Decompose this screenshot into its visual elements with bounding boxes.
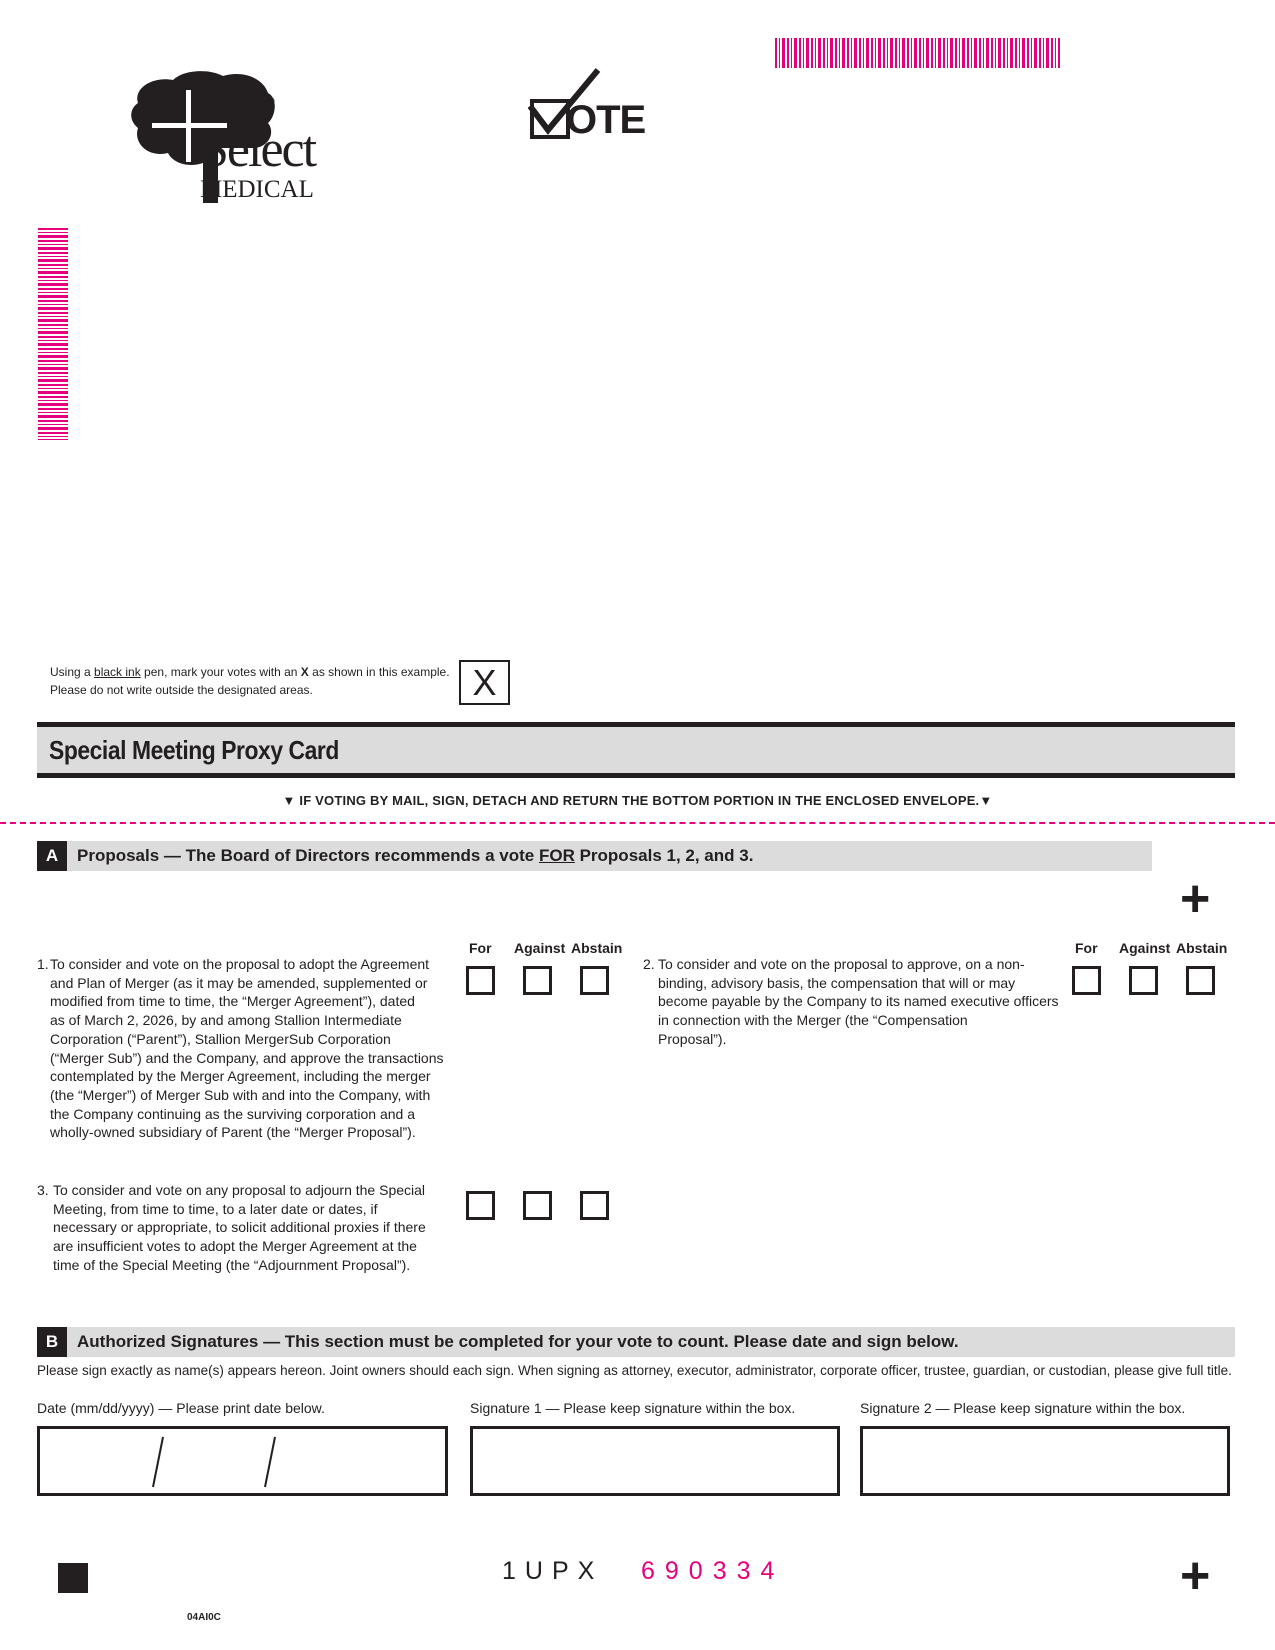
proposal-line: and Plan of Merger (as it may be amended, supplemented or <box>50 974 428 991</box>
proposal-line: To consider and vote on the proposal to approve, on a non- <box>658 956 1025 972</box>
proposal-text <box>50 955 457 1142</box>
section-a-title-prefix: Proposals — The Board of Directors recommends a vote <box>77 846 539 865</box>
detach-text: IF VOTING BY MAIL, SIGN, DETACH AND RETURN THE BOTTOM PORTION IN THE ENCLOSED ENVELOPE. <box>299 793 980 808</box>
proposal-text <box>53 1181 457 1275</box>
instruction-x: X <box>300 665 309 679</box>
detach-instruction <box>0 793 1275 808</box>
proposal-3-abstain-checkbox[interactable] <box>580 1191 609 1220</box>
proposal-number: 3. <box>37 1182 49 1198</box>
select-medical-logo <box>128 68 358 208</box>
proposal-line: To consider and vote on the proposal to adopt the Agreement <box>50 956 430 972</box>
down-triangle-icon: ▼ <box>979 793 993 808</box>
proposal-line: Meeting, from time to time, to a later date or dates, if <box>53 1200 378 1217</box>
proposal-text <box>658 955 1063 1049</box>
date-separators <box>40 1429 445 1493</box>
side-barcode <box>38 228 68 440</box>
column-abstain: Abstain <box>1176 940 1228 956</box>
proposal-2-against-checkbox[interactable] <box>1129 966 1158 995</box>
section-a-title-suffix: Proposals 1, 2, and 3. <box>574 846 754 865</box>
signature-1-field[interactable] <box>470 1426 840 1496</box>
proposal-2 <box>643 955 1063 1049</box>
registration-plus-icon: + <box>1180 870 1211 928</box>
signature-1-label: Signature 1 — Please keep signature within the box. <box>470 1400 796 1416</box>
proposal-3-for-checkbox[interactable] <box>466 1191 495 1220</box>
instruction-line-1 <box>50 663 450 681</box>
instruction-line-2: Please do not write outside the designated areas. <box>50 683 313 697</box>
section-a-header <box>37 841 1152 871</box>
proposal-1 <box>37 955 457 1142</box>
proposal-3-against-checkbox[interactable] <box>523 1191 552 1220</box>
signature-2-label: Signature 2 — Please keep signature within the box. <box>860 1400 1186 1416</box>
form-code: 04AI0C <box>187 1612 221 1623</box>
column-for: For <box>1075 940 1098 956</box>
signature-instructions: Please sign exactly as name(s) appears hereon. Joint owners should each sign. When signing as attorney, executor, administrator, corporate officer, trustee, guardian, or custodian, please give full title. <box>37 1363 1232 1378</box>
proposal-number: 1. <box>37 956 49 972</box>
instruction-prefix: Using a <box>50 665 95 679</box>
date-label: Date (mm/dd/yyyy) — Please print date below. <box>37 1400 325 1416</box>
proposal-2-abstain-checkbox[interactable] <box>1186 966 1215 995</box>
proposal-line: Proposal”). <box>658 1030 727 1047</box>
proposal-line: (“Merger Sub”) and the Company, and approve the transactions <box>50 1049 444 1066</box>
section-b-title: Authorized Signatures — This section must be completed for your vote to count. Please date and sign below. <box>77 1332 959 1351</box>
proposal-line: become payable by the Company to its named executive officers <box>658 993 1059 1010</box>
proposal-line: are insufficient votes to adopt the Merger Agreement at the <box>53 1238 417 1255</box>
registration-square <box>58 1563 88 1593</box>
proposal-line: Corporation (“Parent”), Stallion MergerSub Corporation <box>50 1030 391 1047</box>
proposal-line: modified from time to time, the “Merger Agreement”), dated <box>50 993 415 1010</box>
proposal-line: time of the Special Meeting (the “Adjournment Proposal”). <box>53 1256 411 1273</box>
instruction-suffix: as shown in this example. <box>308 665 450 679</box>
logo-wordmark: Select <box>200 121 316 178</box>
logo-subtitle: MEDICAL <box>200 176 314 203</box>
column-abstain: Abstain <box>571 940 623 956</box>
registered-mark: ® <box>268 96 275 106</box>
proposal-1-abstain-checkbox[interactable] <box>580 966 609 995</box>
proposal-line: the Company continuing as the surviving corporation and a <box>50 1105 415 1122</box>
proposal-2-for-checkbox[interactable] <box>1072 966 1101 995</box>
signature-2-field[interactable] <box>860 1426 1230 1496</box>
section-a-letter: A <box>37 841 67 871</box>
section-b-letter: B <box>37 1327 67 1357</box>
proposal-line: contemplated by the Merger Agreement, including the merger <box>50 1068 431 1085</box>
proposal-line: (the “Merger”) of Merger Sub with and into the Company, with <box>50 1086 431 1103</box>
column-for: For <box>469 940 492 956</box>
section-a-title-for: FOR <box>538 846 575 865</box>
card-header <box>37 722 1235 778</box>
proposal-number: 2. <box>643 956 655 972</box>
account-code: 690334 <box>641 1557 785 1585</box>
column-against: Against <box>514 940 566 956</box>
down-triangle-icon: ▼ <box>282 793 296 808</box>
proposal-line: in connection with the Merger (the “Compensation <box>658 1012 968 1029</box>
proposal-1-for-checkbox[interactable] <box>466 966 495 995</box>
section-b-header <box>37 1327 1235 1357</box>
vote-text: OTE <box>566 98 646 142</box>
top-barcode <box>775 38 1060 68</box>
instruction-ink: black ink <box>94 665 141 679</box>
card-title: Special Meeting Proxy Card <box>49 735 339 765</box>
vote-logo <box>528 68 658 148</box>
proposal-line: as of March 2, 2026, by and among Stallion Intermediate <box>50 1012 402 1029</box>
proposal-line: To consider and vote on any proposal to adjourn the Special <box>53 1182 426 1198</box>
date-field[interactable] <box>37 1426 448 1496</box>
proposal-1-against-checkbox[interactable] <box>523 966 552 995</box>
proposal-line: binding, advisory basis, the compensation that will or may <box>658 974 1016 991</box>
column-against: Against <box>1119 940 1171 956</box>
detach-line <box>0 822 1275 824</box>
proposal-line: necessary or appropriate, to solicit additional proxies if there <box>53 1219 426 1236</box>
marking-instructions <box>50 663 450 699</box>
section-a-title <box>77 846 753 866</box>
form-id-code: 1UPX <box>502 1557 604 1585</box>
proposal-3 <box>37 1181 457 1275</box>
proposal-line: wholly-owned subsidiary of Parent (the “Merger Proposal”). <box>50 1124 416 1141</box>
instruction-mid: pen, mark your votes with an <box>140 665 301 679</box>
registration-plus-icon: + <box>1180 1547 1211 1605</box>
example-mark-box: X <box>459 660 510 705</box>
